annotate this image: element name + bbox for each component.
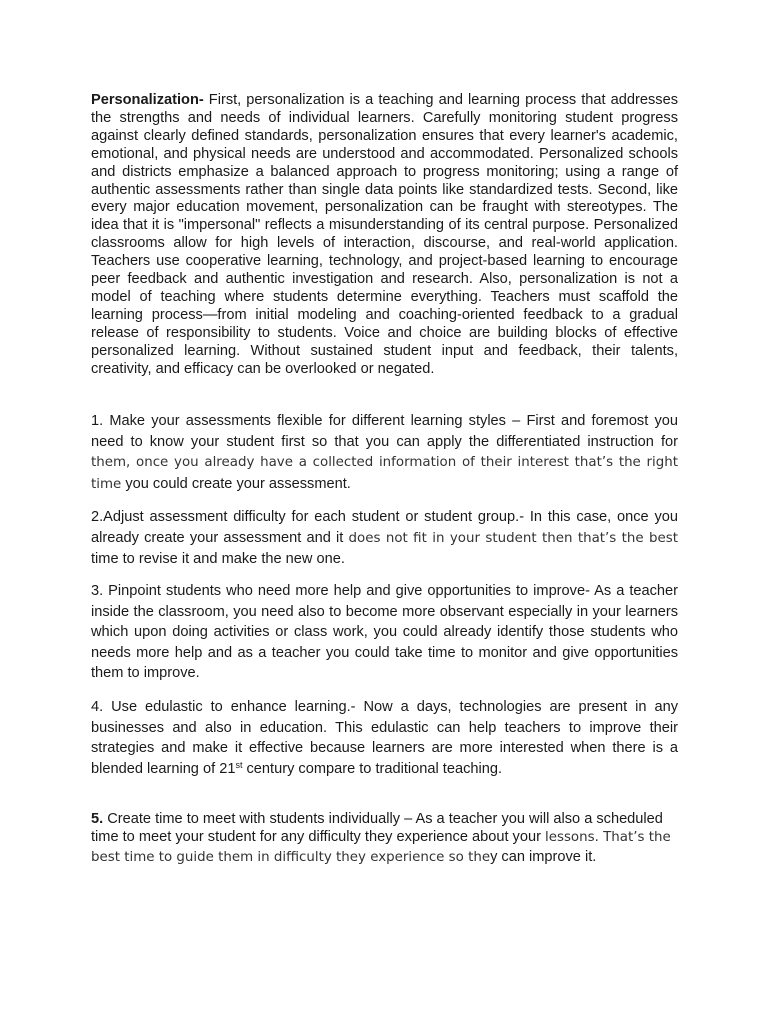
list-item-2-text-c: time to revise it and make the new one. xyxy=(91,551,345,567)
list-item-5-text-a: Create time to meet with students individually – As a teacher you will also a scheduled time to meet your student for any difficulty they experience about your xyxy=(91,811,663,846)
list-item-1 xyxy=(91,411,678,495)
list-item-5 xyxy=(91,810,678,867)
list-item-5-text-c: y can improve it. xyxy=(490,848,597,865)
list-item-2-text-b: does not fit in your student then that’s the best xyxy=(348,530,678,546)
list-item-4-superscript: st xyxy=(235,759,243,770)
list-item-4-text: 4. Use edulastic to enhance learning.- Now a days, technologies are present in any businesses and also in education. This edulastic can help teachers to improve their strategies and make it effective because learners are more interested when there is a blended learning of 21 xyxy=(91,699,678,777)
list-item-5-text-b: lessons. That’s the best time to guide them in difficulty they experience so the xyxy=(91,830,671,865)
list-item-4 xyxy=(91,697,678,779)
list-item-4-text-after: century compare to traditional teaching. xyxy=(242,760,503,777)
list-item-1-text-c: you could create your assessment. xyxy=(121,475,351,492)
list-item-2-text-a: 2.Adjust assessment difficulty for each student or student group.- In this case, once you already create your assessment and it xyxy=(91,509,678,546)
list-item-2 xyxy=(91,507,678,570)
list-item-3 xyxy=(91,581,678,684)
personalization-heading: Personalization- xyxy=(91,92,204,108)
list-item-1-text-a: 1. Make your assessments flexible for different learning styles – First and foremost you need to know your student first so that you can apply the differentiated instruction for xyxy=(91,413,678,450)
personalization-text: First, personalization is a teaching and learning process that addresses the strengths and needs of individual learners. Carefully monitoring student progress against clearly defined standards, personalization ensures that every learner's academic, emotional, and physical needs are understood and accommodated. Personalized schools and districts emphasize a balanced approach to progress monitoring; using a range of authentic assessments rather than single data points like standardized tests. Second, like every major education movement, personalization can be fraught with stereotypes. The idea that it is "impersonal" reflects a misunderstanding of its central purpose. Personalized classrooms allow for high levels of interaction, discourse, and real-world application. Teachers use cooperative learning, technology, and project-based learning to encourage peer feedback and authentic investigation and research. Also, personalization is not a model of teaching where students determine everything. Teachers must scaffold the learning process—from initial modeling and coaching-oriented feedback to a gradual release of responsibility to students. Voice and choice are building blocks of effective personalized learning. Without sustained student input and feedback, their talents, creativity, and efficacy can be overlooked or negated. xyxy=(91,92,678,377)
list-item-5-number: 5. xyxy=(91,811,104,827)
personalization-paragraph xyxy=(91,92,678,379)
list-item-1-text-b: them, once you already have a collected information of their interest that’s the right time xyxy=(91,455,678,492)
list-item-3-text: 3. Pinpoint students who need more help and give opportunities to improve- As a teacher inside the classroom, you need also to become more observant especially in your learners which upon doing activities or class work, you could already identify those students who needs more help and as a teacher you could take time to monitor and give opportunities them to improve. xyxy=(91,583,678,681)
